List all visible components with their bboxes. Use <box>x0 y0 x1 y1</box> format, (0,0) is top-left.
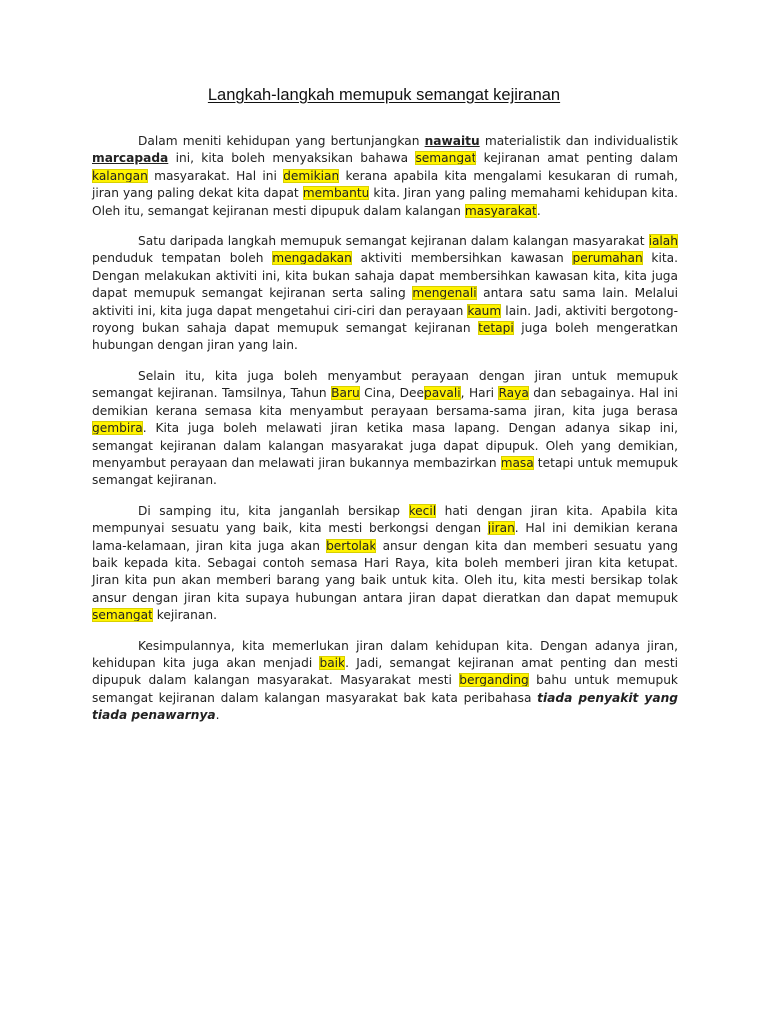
highlighted-word: berganding <box>459 673 529 688</box>
highlighted-word: perumahan <box>572 251 643 266</box>
text-run: . Hal ini demikian kerana lama-kelamaan, jiran kita juga akan <box>92 521 678 553</box>
highlighted-word: semangat <box>92 608 153 623</box>
text-run: dan sebagainya. Hal ini demikian kerana semasa kita menyambut perayaan bersama-sama jiran, kita juga berasa <box>92 386 679 418</box>
text-run: Selain itu, kita juga boleh menyambut perayaan dengan jiran untuk memupuk semangat kejiranan. Tamsilnya, Tahun <box>92 368 678 401</box>
text-run: , Hari <box>460 386 499 401</box>
highlighted-word: demikian <box>283 168 340 183</box>
highlighted-word: masa <box>500 455 534 470</box>
document-body <box>92 133 678 738</box>
text-run: juga boleh mengeratkan hubungan dengan jiran yang lain. <box>92 321 678 353</box>
text-run: penduduk tempatan boleh <box>92 251 273 266</box>
highlighted-word: ialah <box>648 234 678 249</box>
highlighted-word: Baru <box>331 386 360 401</box>
bold-underlined-word: nawaitu <box>424 134 480 148</box>
highlighted-word: tetapi <box>478 321 514 336</box>
text-run: aktiviti membersihkan kawasan <box>351 251 573 266</box>
text-run: kejiranan amat penting dalam <box>476 151 678 166</box>
text-run: lain. Jadi, aktiviti bergotong-royong bukan sahaja dapat memupuk semangat kejiranan <box>92 303 678 336</box>
paragraph-3 <box>92 368 678 490</box>
text-run: . <box>536 203 541 218</box>
text-run: kita. Dengan melakukan aktiviti ini, kita bukan sahaja dapat membersihkan kawasan kita, kita juga dapat memupuk semangat kejiranan serta saling <box>92 251 678 301</box>
highlighted-word: membantu <box>302 186 370 201</box>
paragraph-2 <box>92 233 678 355</box>
highlighted-word: gembira <box>92 421 143 436</box>
text-run: materialistik dan individualistik <box>479 134 678 148</box>
highlighted-word: mengenali <box>412 286 477 301</box>
highlighted-word: bertolak <box>326 538 377 553</box>
text-run: . Kita juga boleh melawati jiran ketika masa lapang. Dengan adanya sikap ini, semangat kejiranan dalam kalangan masyarakat juga dapat dipupuk. Oleh yang demikian, menyambut perayaan dan melawati jiran bukannya membazirkan <box>92 421 678 470</box>
paragraph-4 <box>92 503 678 625</box>
text-run: Di samping itu, kita janganlah bersikap <box>138 503 409 518</box>
text-run: . <box>215 708 220 723</box>
text-run: . Jadi, semangat kejiranan amat penting dan mesti dipupuk dalam kalangan masyarakat. Masyarakat mesti <box>92 655 678 688</box>
highlighted-word: Raya <box>498 386 529 401</box>
text-run: Kesimpulannya, kita memerlukan jiran dalam kehidupan kita. Dengan adanya jiran, kehidupan kita juga akan menjadi <box>92 638 678 670</box>
highlighted-word: kaum <box>467 303 502 318</box>
text-run: kita. Jiran yang paling memahami kehidupan kita. Oleh itu, semangat kejiranan mesti dipupuk dalam kalangan <box>92 186 678 218</box>
highlighted-word: baik <box>319 655 346 670</box>
text-run: Cina, Dee <box>359 386 424 401</box>
text-run: Satu daripada langkah memupuk semangat kejiranan dalam kalangan masyarakat <box>138 234 649 249</box>
text-run: ini, kita boleh menyaksikan bahawa <box>168 151 416 166</box>
paragraph-1 <box>92 133 678 220</box>
highlighted-word: kecil <box>408 503 437 518</box>
text-run: bahu untuk memupuk semangat kejiranan dalam kalangan masyarakat bak kata peribahasa <box>92 673 678 705</box>
text-run: kerana apabila kita mengalami kesukaran di rumah, jiran yang paling dekat kita dapat <box>92 168 679 201</box>
highlighted-word: pavali <box>423 386 461 401</box>
proverb-text: tiada penyakit yang tiada penawarnya <box>92 690 678 723</box>
text-run: hati dengan jiran kita. Apabila kita mempunyai sesuatu yang baik, kita mesti berkongsi dengan <box>92 503 678 536</box>
highlighted-word: mengadakan <box>272 251 352 266</box>
text-run: ansur dengan kita dan memberi sesuatu yang baik kepada kita. Sebagai contoh semasa Hari Raya, kita boleh memberi jiran kita ketupat. Jiran kita pun akan memberi barang yang baik untuk kita. Oleh itu, kita mesti bersikap tolak ansur dengan jiran kita supaya hubungan antara jiran dapat dieratkan dan dapat memupuk <box>92 538 678 605</box>
paragraph-5 <box>92 638 678 725</box>
bold-underlined-word: marcapada <box>92 151 169 166</box>
text-run: Dalam meniti kehidupan yang bertunjangkan <box>138 134 425 148</box>
highlighted-word: semangat <box>415 151 477 166</box>
text-run: tetapi untuk memupuk semangat kejiranan. <box>92 455 678 488</box>
highlighted-word: jiran <box>487 521 515 536</box>
highlighted-word: kalangan <box>92 168 148 183</box>
text-run: kejiranan. <box>152 608 217 623</box>
highlighted-word: masyarakat <box>464 203 537 218</box>
text-run: masyarakat. Hal ini <box>147 168 284 183</box>
document-title: Langkah-langkah memupuk semangat kejiranan <box>207 86 561 104</box>
text-run: antara satu sama lain. Melalui aktiviti ini, kita juga dapat mengetahui ciri-ciri dan perayaan <box>92 286 678 318</box>
